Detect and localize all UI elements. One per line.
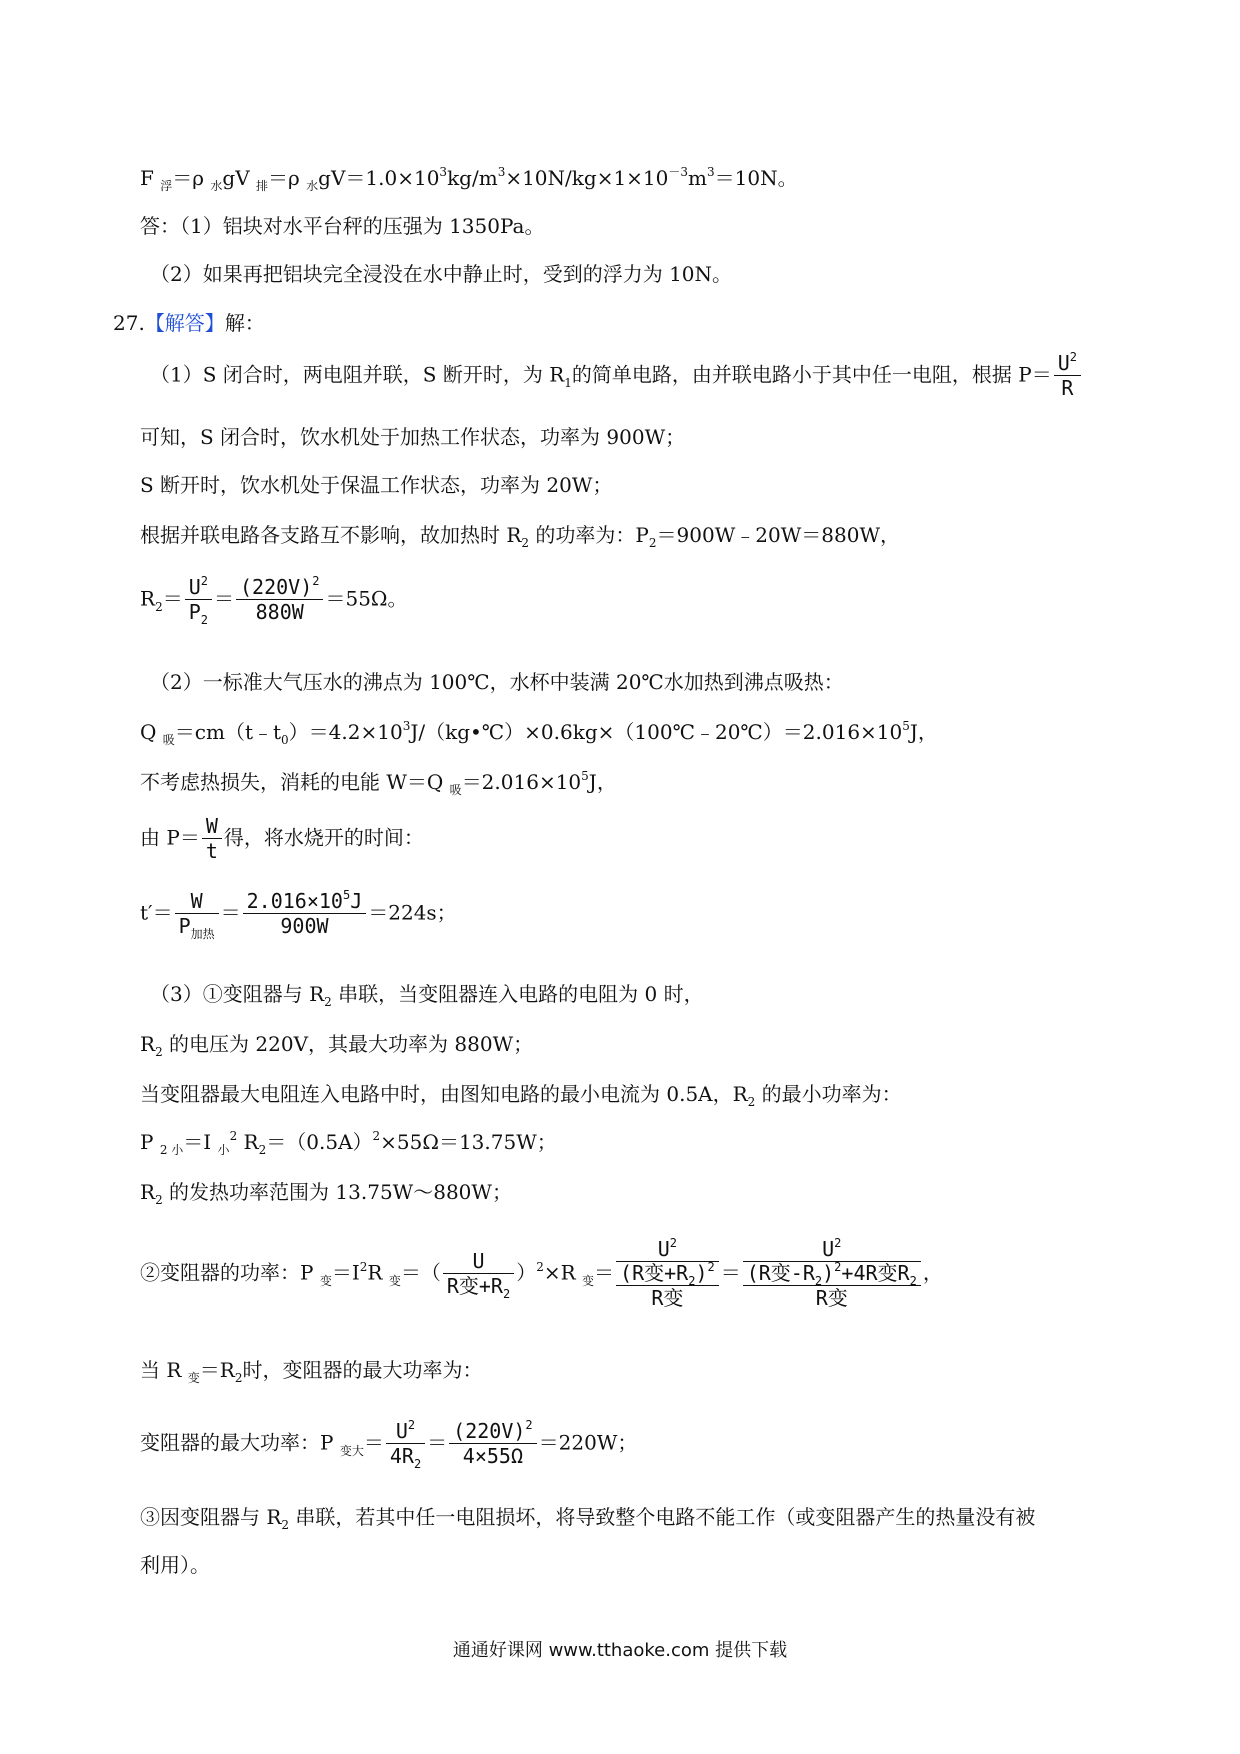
fraction: $\frac{W}{P_{加热}}$ — [175, 890, 219, 938]
compound-fraction: $U^2$ (R变$+R_2)^2$ R变 — [616, 1238, 719, 1310]
time-formula-line: 由 P＝ $\frac{W}{t}$ 得，将水烧开的时间： — [140, 814, 424, 863]
part3-intro: （3）①变阻器与 $R_2$ 串联，当变阻器连入电路的电阻为 0 时， — [150, 982, 704, 1009]
fraction: $\frac{(220V)^2}{880W}$ — [236, 576, 323, 624]
part3-line-2: $R_2$ 的电压为 220V，其最大功率为 880W； — [140, 1032, 534, 1059]
r2-equation: $R_2=$ $\frac{U^2}{P_2}$ ＝ $\frac{(220V)^2}{880W}$ ＝55Ω。 — [140, 574, 408, 627]
power-range-line: $R_2$ 的发热功率范围为 13.75W～880W； — [140, 1180, 512, 1207]
power-formula-fraction: $\frac{U^2}{R}$ — [1054, 352, 1081, 400]
energy-line: 不考虑热损失，消耗的电能 W＝Q $_吸=2.016\times 10^5J$， — [140, 769, 617, 797]
footer-source: 通通好课网 www.tthaoke.com 提供下载 — [452, 1640, 788, 1661]
fraction: $\frac{W}{t}$ — [202, 815, 222, 863]
max-power-equation: 变阻器的最大功率：P $_{变大}$＝ $\frac{U^2}{4R_2}$ ＝ $\frac{(220V)^2}{4\times 55\Omega}$ ＝220W； — [140, 1418, 638, 1471]
part1-line-2: 可知，S 闭合时，饮水机处于加热工作状态，功率为 900W； — [140, 425, 686, 449]
conclusion-line-2: 利用）。 — [140, 1553, 210, 1577]
fraction: $\frac{U}{R变+R_2}$ — [443, 1250, 514, 1298]
fraction: $\frac{U^2}{P_2}$ — [185, 576, 212, 624]
part1-line-3: S 断开时，饮水机处于保温工作状态，功率为 20W； — [140, 473, 613, 497]
fraction: $\frac{(220V)^2}{4\times 55\Omega}$ — [449, 1420, 536, 1468]
part3-line-3: 当变阻器最大电阻连入电路中时，由图知电路的最小电流为 0.5A，$R_2$ 的最小功率为： — [140, 1082, 902, 1109]
rheostat-power-equation: ②变阻器的功率：P $_变=I^2R$ $_变$＝（ $\frac{U}{R变+R_2}$ ）$^2$×R $_变$＝ $U^2$ (R变$+R_2)^2$ R变 ＝ $U^2$ (R变$-R_2)^2+4R$变$R_2$ R变 ， — [140, 1236, 943, 1310]
buoyancy-formula-line: F $_浮$＝ρ $_水$gV $_排$＝ρ $_水gV=1.0\times 10^3kg/m^3\times 10N/kg\times 1\times 10^{-3}m^3=10N$。 — [140, 165, 798, 193]
max-power-condition: 当 R $_变=R_2$时，变阻器的最大功率为： — [140, 1358, 483, 1385]
part1-line-4: 根据并联电路各支路互不影响，故加热时 $R_2$ 的功率为：$P_2=900W﹣20W=880W$， — [140, 523, 900, 550]
part2-intro: （2）一标准大气压水的沸点为 100℃，水杯中装满 20℃水加热到沸点吸热： — [150, 670, 844, 694]
answer-line-2: （2）如果再把铝块完全浸没在水中静止时，受到的浮力为 10N。 — [150, 262, 733, 286]
time-equation: t′＝ $\frac{W}{P_{加热}}$ ＝ $\frac{2.016\times 10^5J}{900W}$ ＝224s； — [140, 888, 457, 941]
question-27-header: 27.【解答】解： — [113, 311, 265, 335]
heat-equation: Q $_吸=cm(t﹣t_0)=4.2\times 10^3J/(kg•℃)\times 0.6kg\times(100℃﹣20℃)=2.016\times 10^5J$， — [140, 719, 938, 747]
conclusion-line-1: ③因变阻器与 $R_2$ 串联，若其中任一电阻损坏，将导致整个电路不能工作（或变阻器产生的热量没有被 — [140, 1505, 1036, 1532]
part1-intro: （1）S 闭合时，两电阻并联，S 断开时，为 $R_1$的简单电路，由并联电路小于其中任一电阻，根据 P＝ $\frac{U^2}{R}$ — [150, 352, 1083, 400]
fraction: $\frac{2.016\times 10^5J}{900W}$ — [243, 890, 367, 938]
compound-fraction: $U^2$ (R变$-R_2)^2+4R$变$R_2$ R变 — [743, 1238, 921, 1310]
answer-line-1: 答：（1）铝块对水平台秤的压强为 1350Pa。 — [140, 214, 545, 238]
fraction: $\frac{U^2}{4R_2}$ — [386, 1420, 425, 1468]
min-power-equation: P $_{2 小}$＝I $_小^2$ $R_2=(0.5A)^2\times 55\Omega=13.75W$； — [140, 1129, 557, 1157]
answer-tag: 【解答】 — [144, 311, 225, 335]
question-number: 27. — [113, 311, 145, 335]
